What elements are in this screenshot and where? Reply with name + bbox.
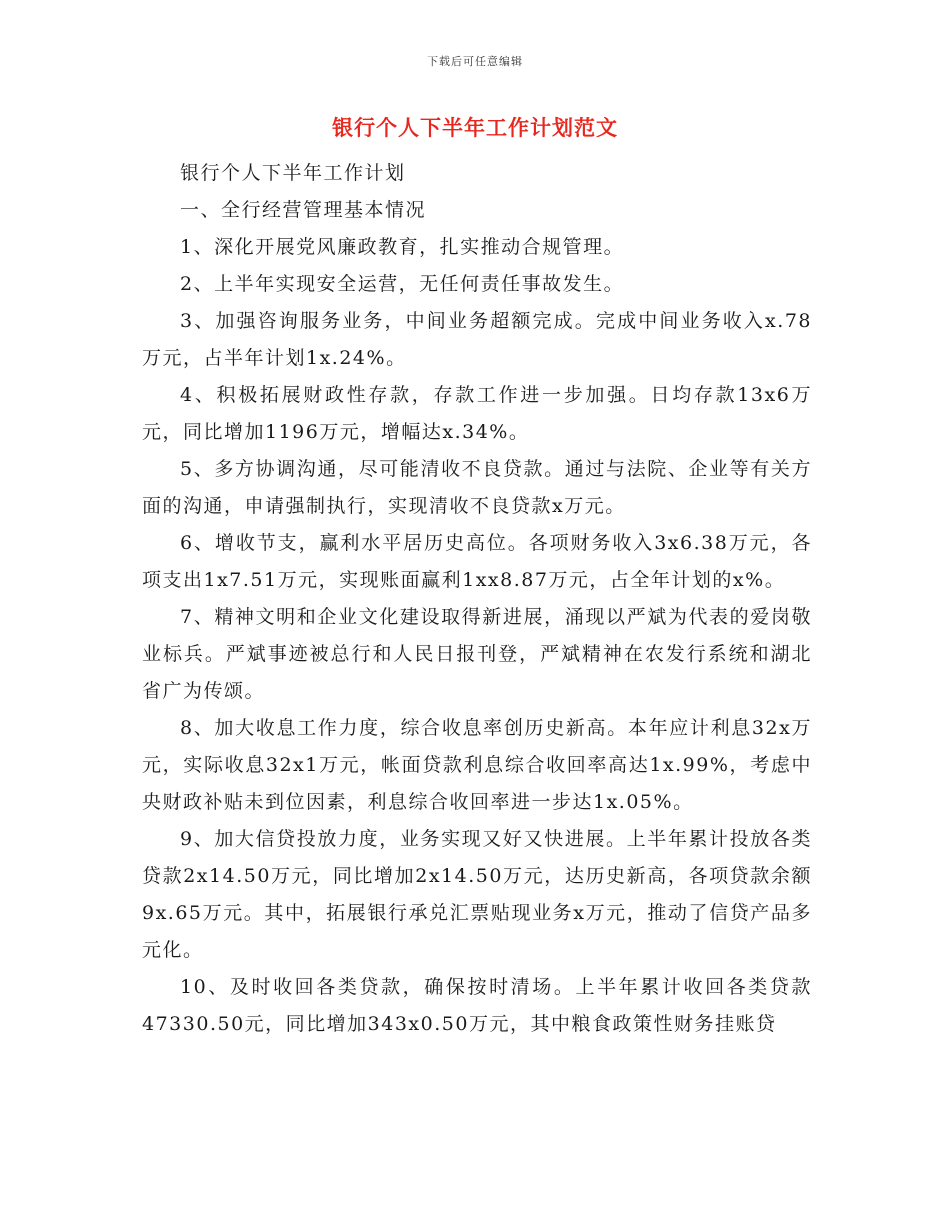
paragraph-section-heading: 一、全行经营管理基本情况 — [180, 199, 427, 221]
paragraph-subtitle: 银行个人下半年工作计划 — [180, 162, 406, 184]
paragraph-item-2: 2、上半年实现安全运营，无任何责任事故发生。 — [180, 273, 625, 295]
paragraph-item-8: 8、加大收息工作力度，综合收息率创历史新高。本年应计利息32x万元，实际收息32x1万元，帐面贷款利息综合收回率高达1x.99%，考虑中央财政补贴未到位因素，利息综合收回率进一步达1x.05%。 — [142, 717, 812, 813]
paragraph-item-1: 1、深化开展党风廉政教育，扎实推动合规管理。 — [180, 236, 625, 258]
paragraph-item-10: 10、及时收回各类贷款，确保按时清场。上半年累计收回各类贷款47330.50元，同比增加343x0.50万元，其中粮食政策性财务挂账贷 — [142, 976, 812, 1035]
paragraph-item-3: 3、加强咨询服务业务，中间业务超额完成。完成中间业务收入x.78万元，占半年计划1x.24%。 — [142, 310, 812, 369]
paragraph-item-9: 9、加大信贷投放力度，业务实现又好又快进展。上半年累计投放各类贷款2x14.50万元，同比增加2x14.50万元，达历史新高，各项贷款余额9x.65万元。其中，拓展银行承兑汇票贴现业务x万元，推动了信贷产品多元化。 — [142, 828, 812, 961]
paragraph-item-6: 6、增收节支，赢利水平居历史高位。各项财务收入3x6.38万元，各项支出1x7.51万元，实现账面赢利1xx8.87万元，占全年计划的x%。 — [142, 532, 812, 591]
document-body — [142, 155, 812, 1043]
paragraph-item-7: 7、精神文明和企业文化建设取得新进展，涌现以严斌为代表的爱岗敬业标兵。严斌事迹被总行和人民日报刊登，严斌精神在农发行系统和湖北省广为传颂。 — [142, 606, 812, 702]
paragraph-item-5: 5、多方协调沟通，尽可能清收不良贷款。通过与法院、企业等有关方面的沟通，申请强制执行，实现清收不良贷款x万元。 — [142, 458, 812, 517]
document-title: 银行个人下半年工作计划范文 — [332, 116, 618, 140]
paragraph-item-4: 4、积极拓展财政性存款，存款工作进一步加强。日均存款13x6万元，同比增加1196万元，增幅达x.34%。 — [142, 384, 812, 443]
header-note: 下载后可任意编辑 — [427, 55, 523, 68]
